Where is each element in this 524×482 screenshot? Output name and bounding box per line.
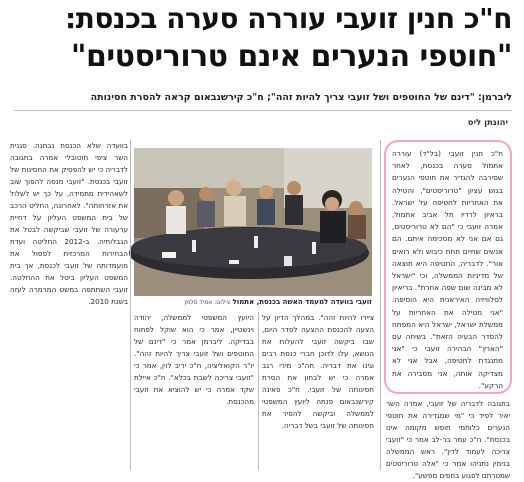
photo-caption-text: זועבי בוועדה למעמד האשה בכנסת, אתמול (232, 298, 372, 306)
headline-line2: "חוטפי הנערים אינם טרוריסטים" (70, 39, 512, 74)
article-column-middle-left: היועץ המשפטי לממשלה, יהודה וינשטיין, אמר כי הוא שוקל לפתוח בבדיקה. ליברמן אמר כי "דינם של החוטפים ושל זועבי צריך להיות זהה". יו"ר הקואליציה, ח"כ יריב לוין, אמר כי "זועבי צריכה לשבת בכלא". ח"כ איילת שקד אמרה כי יש להוציא את זועבי מהכנסת. (134, 313, 254, 406)
column-divider (130, 140, 131, 470)
article-column-right-bottom: בתגובה לדבריה של זועבי, אמרה השר יאיר לפיד כי "מי שמגדירה את חוטפי הנערים כלוחמי חופש מקומה אינו בכנסת". ח"כ עמר בר-לב אמר כי "זועבי צריכה לעמוד לדין". ראש הממשלה בנימין נתניהו אמר כי "אלה טרוריסטים שמטרתם לפגוע בחפים מפשע". (386, 399, 510, 480)
subhead-divider (14, 110, 512, 111)
column-divider (380, 140, 381, 470)
headline-line1: ח"כ חנין זועבי עוררה סערה בכנסת: (65, 2, 512, 35)
highlighted-paragraph: ח"כ חנין זועבי (בל"ד) עוררה אתמול סערה בכנסת, לאחר שסירבה להגדיר את חוטפי הנערים בגוש עציון "טרוריסטים", והטילה את האחריות לחטיפה על ישראל. בראיון לרדיו תל אביב אתמול, אמרה זועבי כי "הם לא טרוריסטים, גם אם אני לא מסכימה איתם. הם אנשים שחיים תחת כיבוש ולא רואים אור". לדבריה, החטיפה היא תוצאה של מדיניות הממשלה, וכי "ישראל לא מבינה שום שפה אחרת". בריאיון לסלוויזיה האיראנית היא הוסיפה: "אני מטילה את האחריות על ממשלת ישראל, ישראל היא המפתח להסדר הבעיה הזאת". בשיחה עם "הארץ" הבהירה זועבי כי "אני מתנגדת לחטיפה, אבל אני לא מצדיקה אותה, אני מסבירה את הרקע". (392, 149, 503, 390)
highlighted-paragraph-box (384, 140, 512, 394)
subheadline: ליברמן: "דינם של החוטפים ושל זועבי צריך להיות זהה"; ח"כ קירשנבאום קראה להסרת חסינותה (90, 92, 512, 103)
byline: יהונתן ליס (467, 118, 508, 128)
article-photo (134, 148, 372, 296)
column-divider (258, 312, 259, 470)
article-column-middle-right: ציירו להיות זהה". במהלך הדיון על הצעה להכנסת ההצעה לסדר היום, שבו ביקשה זועבי להעלות את הנושא, עלו לדוכן חברי כנסת רבים וגינו את דבריה. חה"כ מירי רגב אמרה כי יש לבחון את הסרת חסינותה של זועבי. ח"כ פאינה קירשנבאום פנתה ליועץ המשפטי לממשלה וביקשה להסיר את חסינותה של זועבי בשל דבריה. (262, 313, 374, 430)
meeting-photo-illustration (134, 148, 372, 296)
article-column-left: בוועדה שלא הכנסת נבחנה. סגנית השר ציפי חוטובלי אמרה בתגובה לדבריה כי יש להפסיק את החסינות של זועבי בכנסת. "זועבי מנסה להפוך שוב לשאהידית מתמידה, על כך יש לשלול את אזרחותה". לאחרונה, החליט הרכב של בית המשפט העליון על דחיית ערעורה של זועבי שביקשה לבטל את הגבלותיה. ב-2012 החליטה ועדת הבחירות המרכזית לפסול את מועמדותה של זועבי לכנסת, אך בית המשפט העליון ביטל את ההחלטה. זועבי השתתפה במשט המרמרה לעזה בשנת 2010. (10, 141, 128, 306)
photo-caption (134, 298, 372, 306)
photo-credit: צילום: אמיל סלמן (184, 299, 231, 306)
